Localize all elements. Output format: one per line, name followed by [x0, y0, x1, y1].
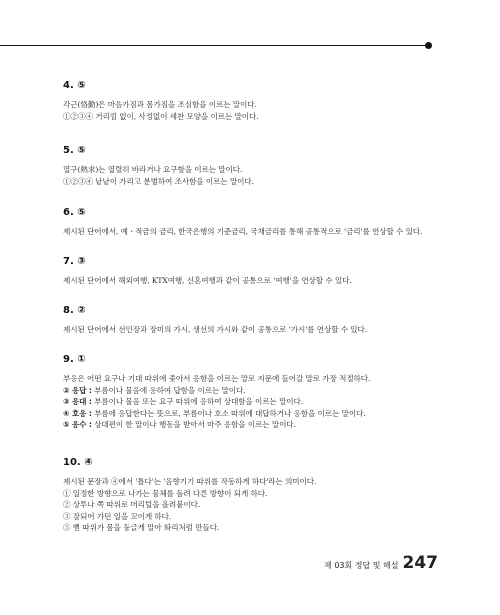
answer-item-4	[63, 80, 453, 122]
option-line: ① 일정한 방향으로 나가는 물체를 돌려 다른 방향이 되게 하다.	[63, 488, 268, 498]
option-line	[63, 408, 453, 420]
answer-item-8	[63, 305, 453, 336]
option-line: ② 상투나 쪽 따위로 머리털을 올려붙이다.	[63, 500, 201, 509]
option-text: 부름이나 물음에 응하여 답함을 이르는 말이다.	[91, 385, 246, 395]
option-term: ⑤ 응수 :	[63, 420, 92, 429]
answer-item-7	[63, 256, 453, 287]
explanation-line: 각근(恪勤)은 마음가짐과 몸가짐을 조심함을 이르는 말이다.	[63, 100, 257, 109]
answer-item-9	[63, 354, 453, 431]
header-dot	[425, 42, 432, 49]
explanation-line: 제시된 단어에서 선인장과 장미의 가시, 생선의 가시와 같이 공통으로 '가시'를 연상할 수 있다.	[63, 325, 368, 334]
explanation-line: 제시된 문장과 ④에서 '틀다'는 '음향기기 따위를 작동하게 하다'라는 의미이다.	[63, 477, 317, 486]
option-term: ④ 호응 :	[63, 408, 92, 418]
answer-item-10	[63, 457, 453, 534]
answer-number: 4. ⑤	[63, 80, 86, 91]
explanation-line: 제시된 단어에서, 예ㆍ적금의 금리, 한국은행의 기준금리, 국채금리를 통해 공통적으로 '금리'를 연상할 수 있다.	[63, 227, 423, 236]
explanation-line: 열구(熱求)는 열렬히 바라거나 요구함을 이르는 말이다.	[63, 165, 243, 174]
option-line	[63, 419, 453, 431]
answer-number: 7. ③	[63, 256, 86, 267]
answer-item-6	[63, 207, 453, 238]
option-text: 상대편이 한 말이나 행동을 받아서 마주 응함을 이르는 말이다.	[91, 420, 296, 429]
header-rule	[0, 45, 428, 46]
explanation-line: 제시된 단어에서 해외여행, KTX여행, 신혼여행과 같이 공통으로 '여행'을 연상할 수 있다.	[63, 276, 352, 285]
option-line	[63, 396, 453, 408]
option-line: ③ 잘되어 가던 일을 꼬이게 하다.	[63, 511, 172, 521]
explanation-line: ①②③④ 거리낌 없이, 사정없이 세찬 모양을 이르는 말이다.	[63, 111, 259, 121]
answer-item-5	[63, 145, 453, 187]
answer-number: 6. ⑤	[63, 207, 86, 218]
option-line: ⑤ 뻗 따위가 몸을 둥글게 말아 똬리처럼 만들다.	[63, 523, 220, 532]
page-footer	[324, 553, 438, 573]
option-text: 부름이나 물음 또는 요구 따위에 응하여 상대함을 이르는 말이다.	[91, 397, 304, 406]
explanation-line: 부응은 어떤 요구나 기대 따위에 좇아서 응함을 이르는 말로 지문에 들어갈 말로 가장 적절하다.	[63, 374, 371, 383]
option-line	[63, 385, 453, 397]
answer-number: 10. ④	[63, 457, 93, 468]
answer-number: 9. ①	[63, 354, 86, 365]
option-term: ② 응답 :	[63, 385, 92, 395]
page-number: 247	[402, 553, 438, 573]
option-text: 부름에 응답한다는 뜻으로, 부름이나 호소 따위에 대답하거나 응함을 이르는 말이다.	[91, 408, 366, 418]
answer-number: 5. ⑤	[63, 145, 86, 156]
answer-number: 8. ②	[63, 305, 86, 316]
option-term: ③ 응대 :	[63, 397, 92, 406]
footer-label: 제 03회 정답 및 해설	[324, 561, 399, 570]
explanation-line: ①②③④ 낱낱이 가리고 분별하여 조사함을 이르는 말이다.	[63, 176, 254, 186]
